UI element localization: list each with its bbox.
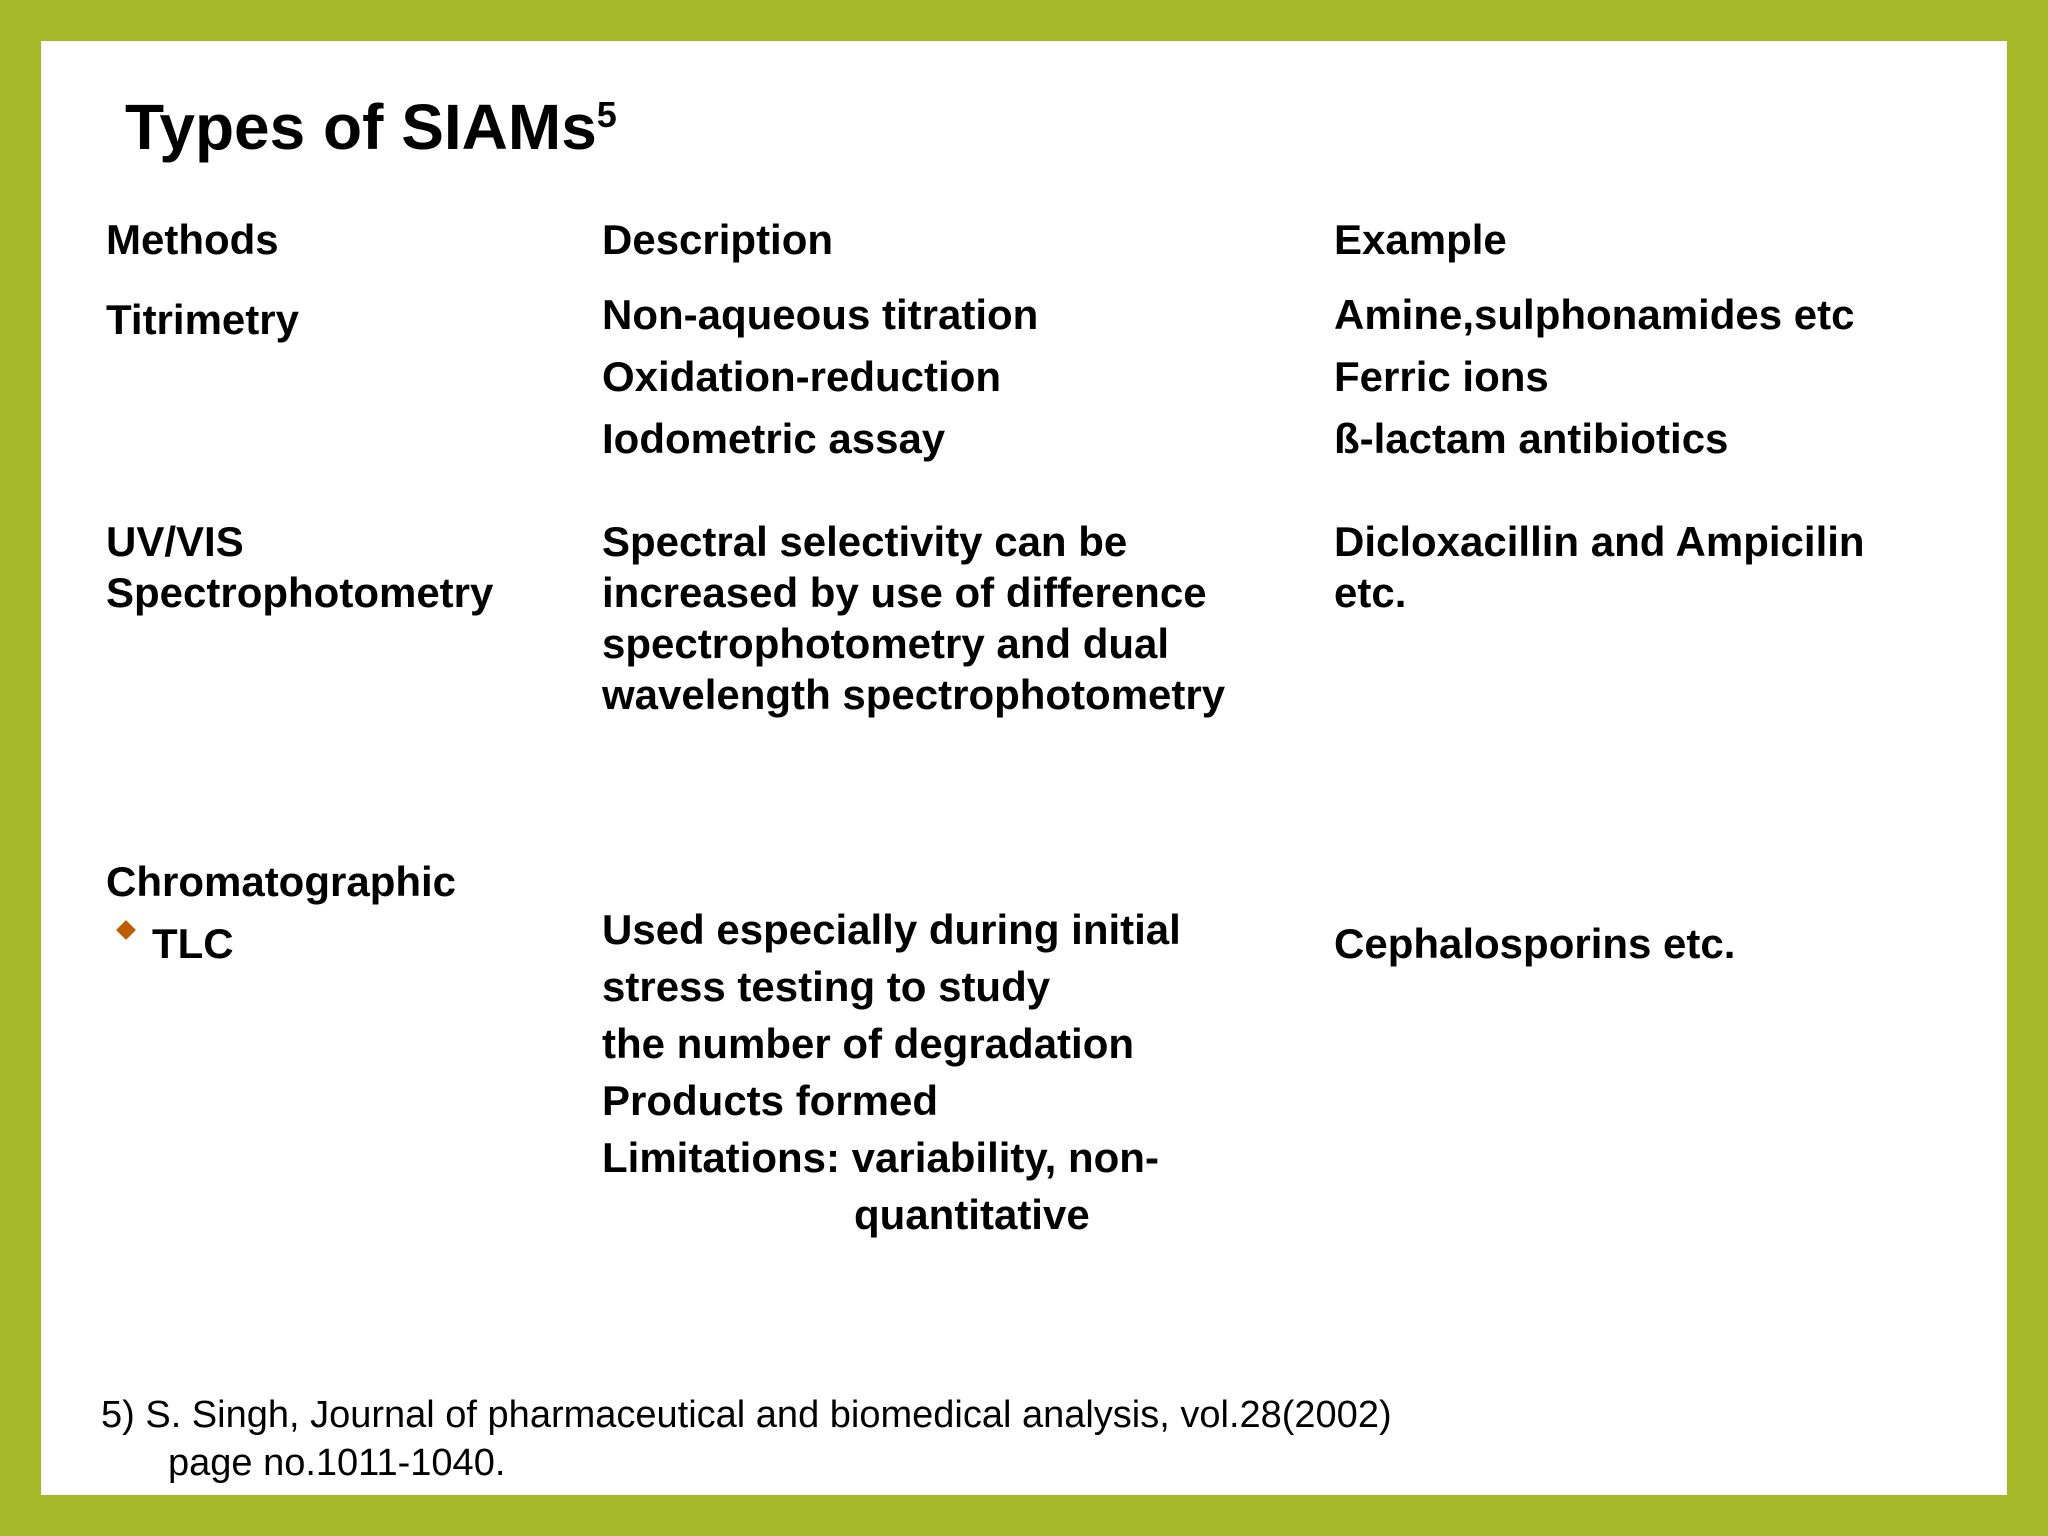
description-line: Used especially during initial	[602, 906, 1181, 953]
uvvis-description	[602, 516, 1225, 720]
uvvis-example	[1334, 516, 1865, 618]
slide	[41, 41, 2007, 1495]
reference-line: 5) S. Singh, Journal of pharmaceutical and biomedical analysis, vol.28(2002)	[101, 1394, 1392, 1436]
description-line: increased by use of difference	[602, 569, 1207, 616]
description-line: spectrophotometry and dual	[602, 620, 1170, 667]
method-line: UV/VIS	[106, 518, 244, 565]
slide-title	[125, 89, 617, 166]
reference-note	[101, 1391, 1392, 1487]
reference-line: page no.1011-1040.	[168, 1442, 506, 1484]
description-line: Limitations: variability, non-	[602, 1134, 1159, 1181]
header-methods: Methods	[106, 216, 279, 263]
method-line: Spectrophotometry	[106, 569, 494, 616]
method-uvvis	[106, 516, 493, 618]
title-text: Types of SIAMs	[125, 91, 597, 163]
title-superscript: 5	[596, 94, 617, 135]
description-line: quantitative	[854, 1191, 1090, 1238]
example-item: Ferric ions	[1334, 353, 1549, 400]
example-item: Amine,sulphonamides etc	[1334, 291, 1855, 338]
tlc-example: Cephalosporins etc.	[1334, 920, 1736, 967]
description-item: Non-aqueous titration	[602, 291, 1039, 338]
description-line: Spectral selectivity can be	[602, 518, 1128, 565]
tlc-description	[602, 901, 1181, 1243]
diamond-bullet-icon	[116, 920, 136, 940]
titrimetry-examples	[1334, 284, 1854, 470]
method-titrimetry: Titrimetry	[106, 296, 299, 343]
description-item: Oxidation-reduction	[602, 353, 1001, 400]
header-description: Description	[602, 216, 834, 263]
example-line: Dicloxacillin and Ampicilin	[1334, 518, 1865, 565]
method-chromatographic: Chromatographic	[106, 858, 457, 905]
example-line: etc.	[1334, 569, 1407, 616]
titrimetry-descriptions	[602, 284, 1038, 470]
description-line: wavelength spectrophotometry	[602, 671, 1226, 718]
method-tlc: TLC	[152, 920, 234, 967]
description-line: Products formed	[602, 1077, 939, 1124]
description-item: Iodometric assay	[602, 415, 946, 462]
description-line: stress testing to study	[602, 963, 1051, 1010]
example-item: ß-lactam antibiotics	[1334, 415, 1729, 462]
header-example: Example	[1334, 216, 1507, 263]
description-line: the number of degradation	[602, 1020, 1135, 1067]
